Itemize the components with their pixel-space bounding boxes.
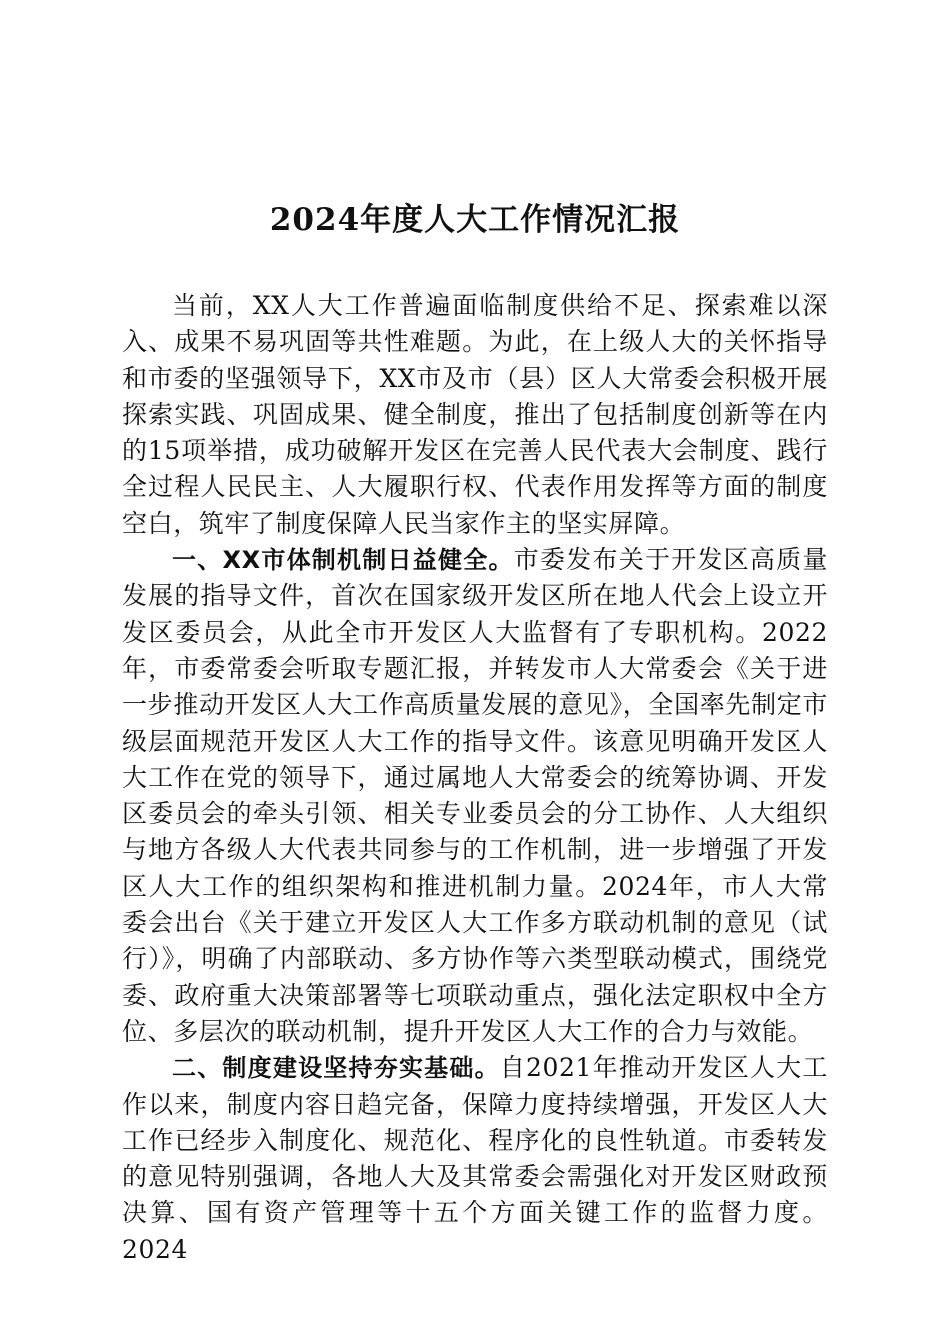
section-one-paragraph — [122, 542, 828, 1050]
section-two-paragraph — [122, 1050, 828, 1268]
section-two-heading: 二、制度建设坚持夯实基础。 — [172, 1054, 500, 1083]
document-title: 2024年度人大工作情况汇报 — [269, 202, 681, 238]
paragraph-text: 自2021年推动开发区人大工作以来，制度内容日趋完备，保障力度持续增强，开发区人大工作已经步入制度化、规范化、程序化的良性轨道。市委转发的意见特别强调，各地人大及其常委会需强化对开发区财政预决算、国有资产管理等十五个方面关键工作的监督力度。2024 — [122, 1053, 828, 1264]
intro-paragraph — [122, 288, 828, 542]
paragraph-text: 市委发布关于开发区高质量发展的指导文件，首次在国家级开发区所在地人代会上设立开发区委员会，从此全市开发区人大监督有了专职机构。2022年，市委常委会听取专题汇报，并转发市人大常委会《关于进一步推动开发区人大工作高质量发展的意见》，全国率先制定市级层面规范开发区人大工作的指导文件。该意见明确开发区人大工作在党的领导下，通过属地人大常委会的统筹协调、开发区委员会的牵头引领、相关专业委员会的分工协作、人大组织与地方各级人大代表共同参与的工作机制，进一步增强了开发区人大工作的组织架构和推进机制力量。2024年，市人大常委会出台《关于建立开发区人大工作多方联动机制的意见（试行）》，明确了内部联动、多方协作等六类型联动模式，围绕党委、政府重大决策部署等七项联动重点，强化法定职权中全方位、多层次的联动机制，提升开发区人大工作的合力与效能。 — [122, 545, 828, 1046]
paragraph-text: 当前，XX人大工作普遍面临制度供给不足、探索难以深入、成果不易巩固等共性难题。为此，在上级人大的关怀指导和市委的坚强领导下，XX市及市（县）区人大常委会积极开展探索实践、巩固成果、健全制度，推出了包括制度创新等在内的15项举措，成功破解开发区在完善人民代表大会制度、践行全过程人民民主、人大履职行权、代表作用发挥等方面的制度空白，筑牢了制度保障人民当家作主的坚实屏障。 — [122, 291, 828, 538]
document-body — [122, 288, 828, 1268]
section-one-heading: 一、XX市体制机制日益健全。 — [172, 546, 514, 575]
